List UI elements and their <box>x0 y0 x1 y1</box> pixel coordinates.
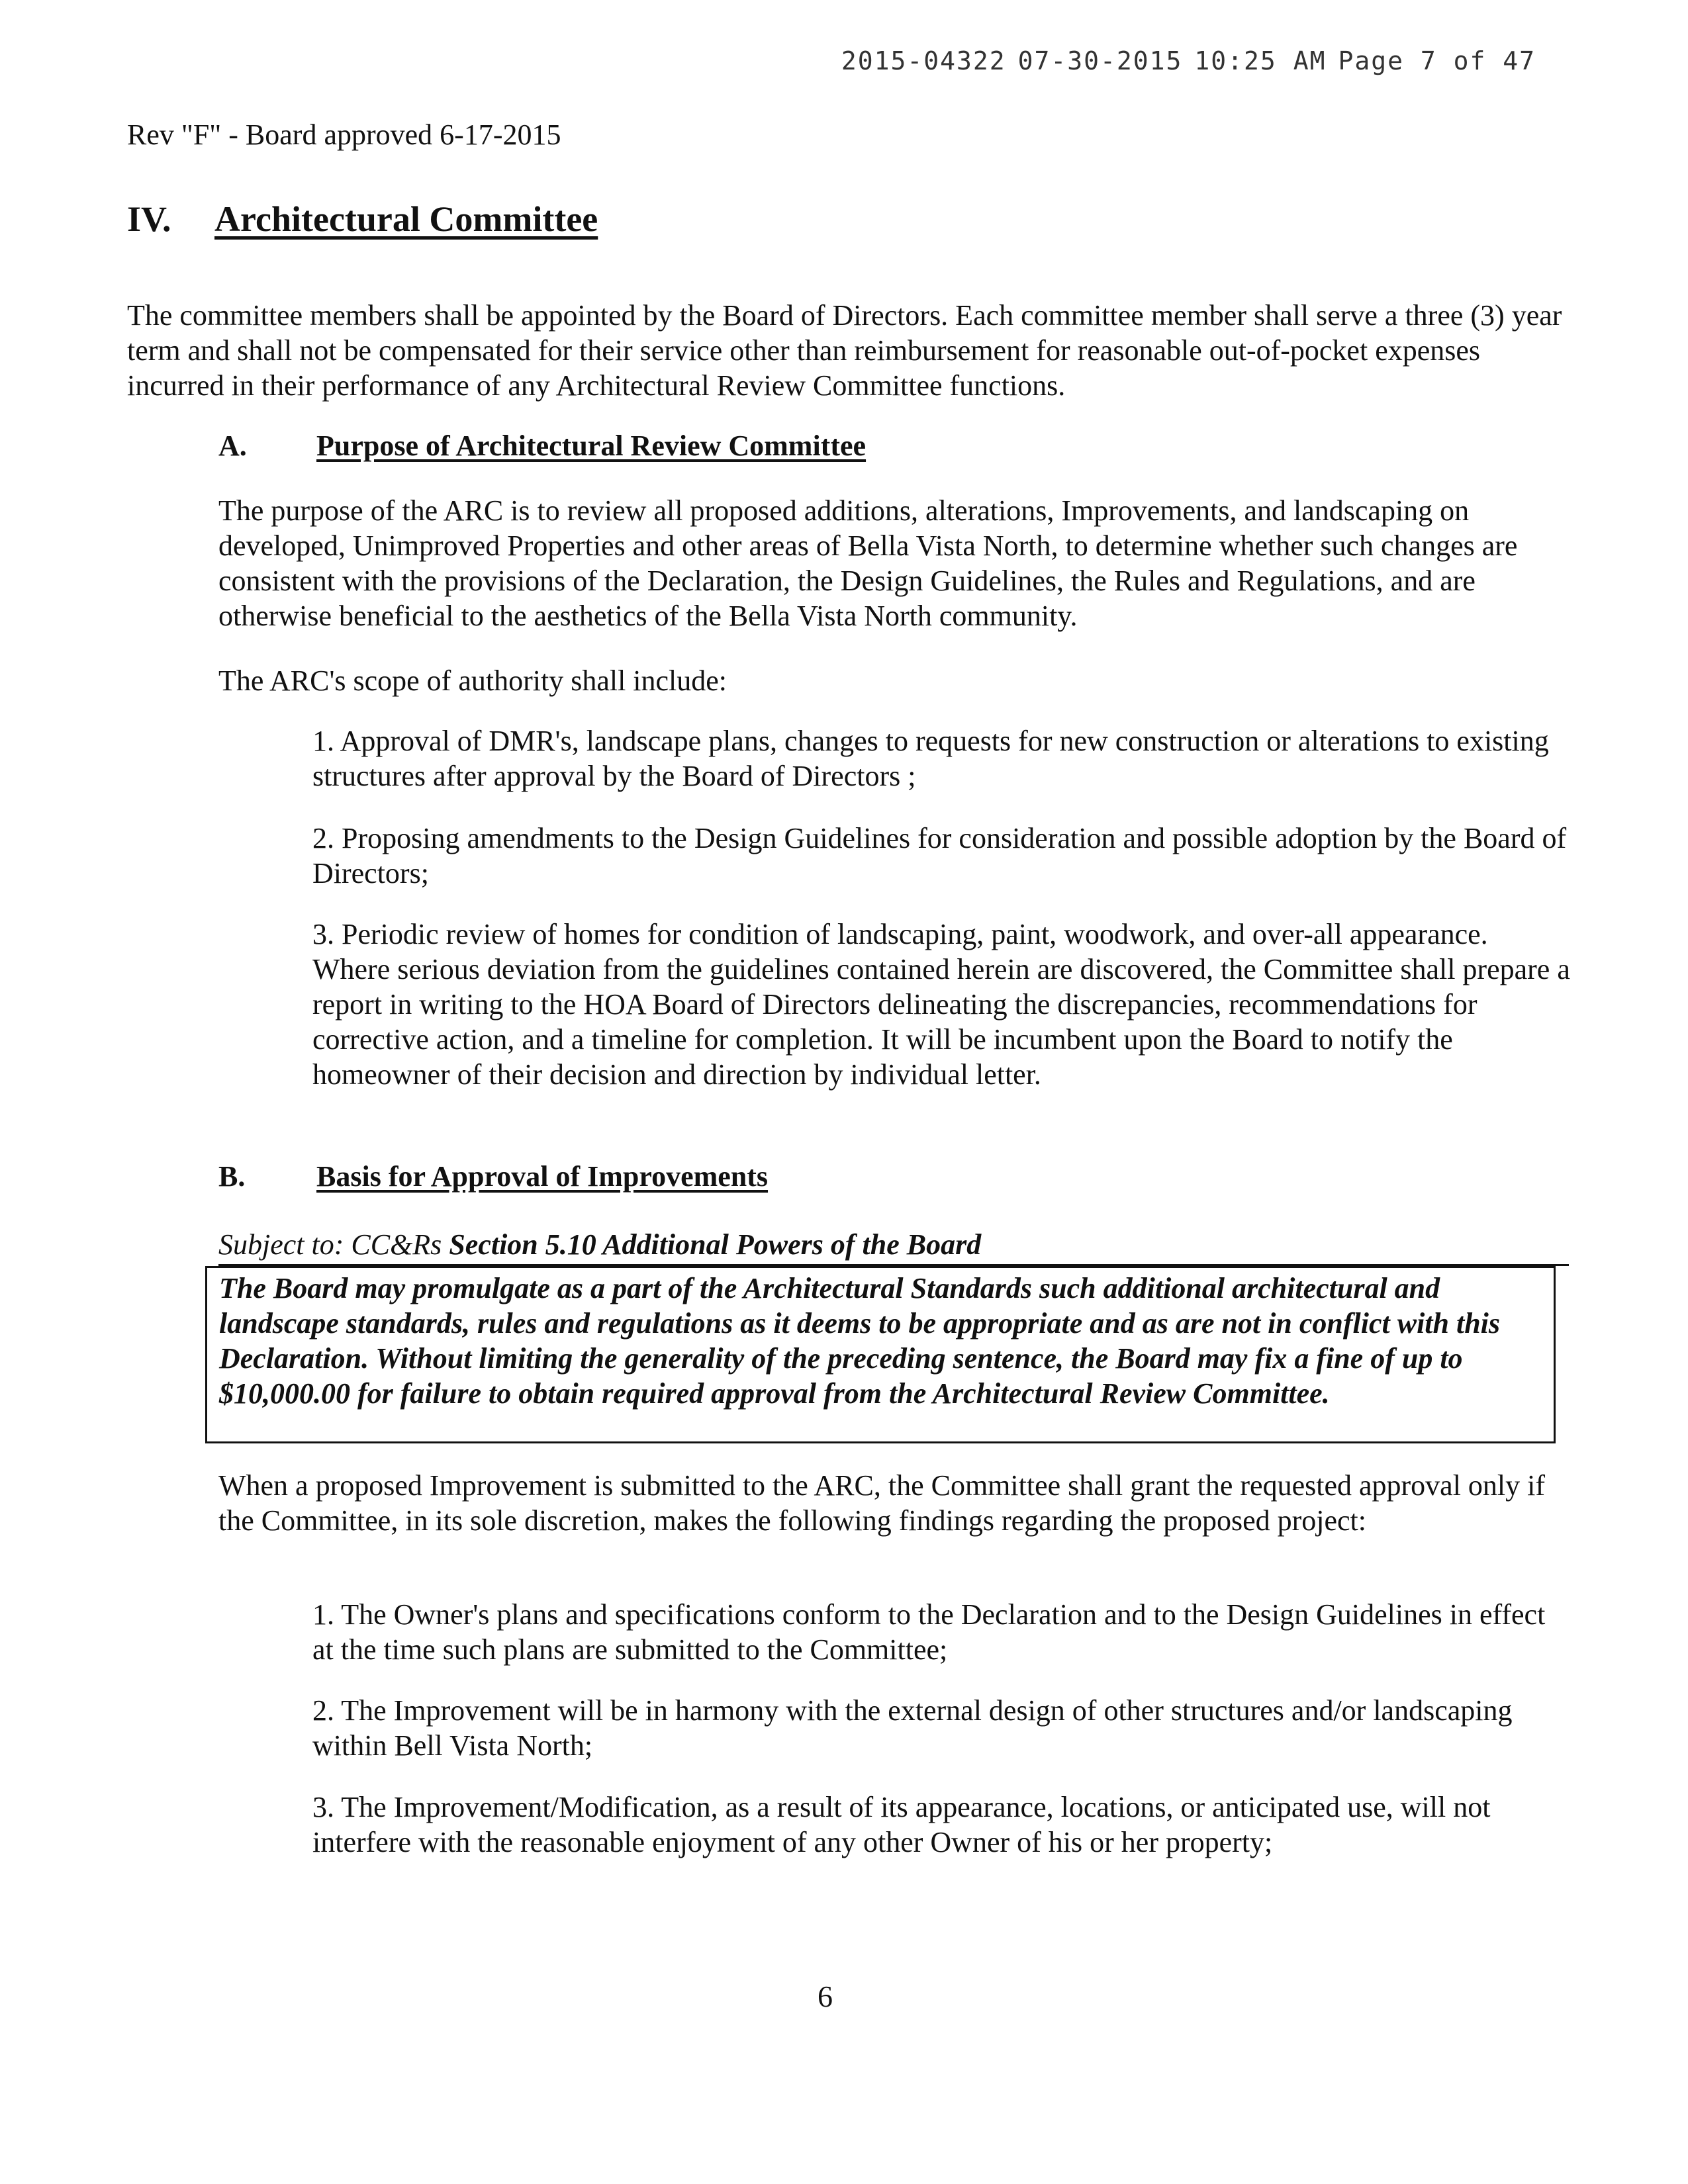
section-title: Architectural Committee <box>214 199 598 239</box>
quoted-ccr-text-box <box>205 1266 1556 1443</box>
subject-reference <box>218 1228 981 1261</box>
purpose-paragraph: The purpose of the ARC is to review all proposed additions, alterations, Improvements, and landscaping on developed, Unimproved Properties and other areas of Bella Vista North, to determine whether such changes are consistent with the provisions of the Declaration, the Design Guidelines, the Rules and Regulations, and are otherwise beneficial to the aesthetics of the Bella Vista North community. <box>218 494 1518 632</box>
stamp-page: Page 7 of 47 <box>1338 46 1536 75</box>
subject-section-ref: Section 5.10 Additional Powers of the Board <box>449 1228 982 1261</box>
scope-item: 3. Periodic review of homes for condition of landscaping, paint, woodwork, and over-all appearance. Where serious deviation from the guidelines contained herein are discovered, the Committee shall prepare a report in writing to the HOA Board of Directors delineating the discrepancies, recommendations for corrective action, and a timeline for completion. It will be incumbent upon the Board to notify the homeowner of their decision and direction by individual letter. <box>312 918 1570 1091</box>
finding-item: 1. The Owner's plans and specifications conform to the Declaration and to the Design Guidelines in effect at the time such plans are submitted to the Committee; <box>312 1598 1546 1666</box>
subject-prefix: Subject to: CC&Rs <box>218 1228 449 1261</box>
intro-paragraph: The committee members shall be appointed by the Board of Directors. Each committee member shall serve a three (3) year term and shall not be compensated for their service other than reimbursement for reasonable out-of-pocket expenses incurred in their performance of any Architectural Review Committee functions. <box>127 299 1562 402</box>
subsection-b-title: Basis for Approval of Improvements <box>316 1160 769 1193</box>
finding-item: 2. The Improvement will be in harmony with the external design of other structures and/or landscaping within Bell Vista North; <box>312 1694 1513 1762</box>
subsection-a-letter: A. <box>218 430 247 462</box>
revision-note: Rev "F" - Board approved 6-17-2015 <box>127 118 561 151</box>
findings-intro: When a proposed Improvement is submitted to the ARC, the Committee shall grant the requested approval only if the Committee, in its sole discretion, makes the following findings regarding the proposed project: <box>218 1469 1546 1537</box>
scope-item: 2. Proposing amendments to the Design Guidelines for consideration and possible adoption by the Board of Directors; <box>312 822 1567 889</box>
subsection-a-heading <box>218 429 866 463</box>
page-number: 6 <box>818 1979 833 2013</box>
stamp-date: 07-30-2015 <box>1017 46 1183 75</box>
quoted-ccr-text: The Board may promulgate as a part of the Architectural Standards such additional architectural and landscape standards, rules and regulations as it deems to be appropriate and as are not in conflict with this Declaration. Without limiting the generality of the preceding sentence, the Board may fix a fine of up to $10,000.00 for failure to obtain required approval from the Architectural Review Committee. <box>219 1272 1501 1410</box>
fax-stamp-header <box>841 46 1536 75</box>
stamp-doc-id: 2015-04322 <box>841 46 1006 75</box>
scope-item: 1. Approval of DMR's, landscape plans, changes to requests for new construction or alterations to existing structures after approval by the Board of Directors ; <box>312 725 1549 792</box>
subsection-b-heading <box>218 1160 768 1193</box>
section-heading <box>127 199 598 240</box>
scope-intro: The ARC's scope of authority shall include: <box>218 664 727 697</box>
subsection-b-letter: B. <box>218 1160 246 1193</box>
finding-item: 3. The Improvement/Modification, as a result of its appearance, locations, or anticipated use, will not interfere with the reasonable enjoyment of any other Owner of his or her property; <box>312 1791 1491 1858</box>
section-number: IV. <box>127 199 171 239</box>
subsection-a-title: Purpose of Architectural Review Committee <box>316 430 867 462</box>
stamp-time: 10:25 AM <box>1194 46 1327 75</box>
